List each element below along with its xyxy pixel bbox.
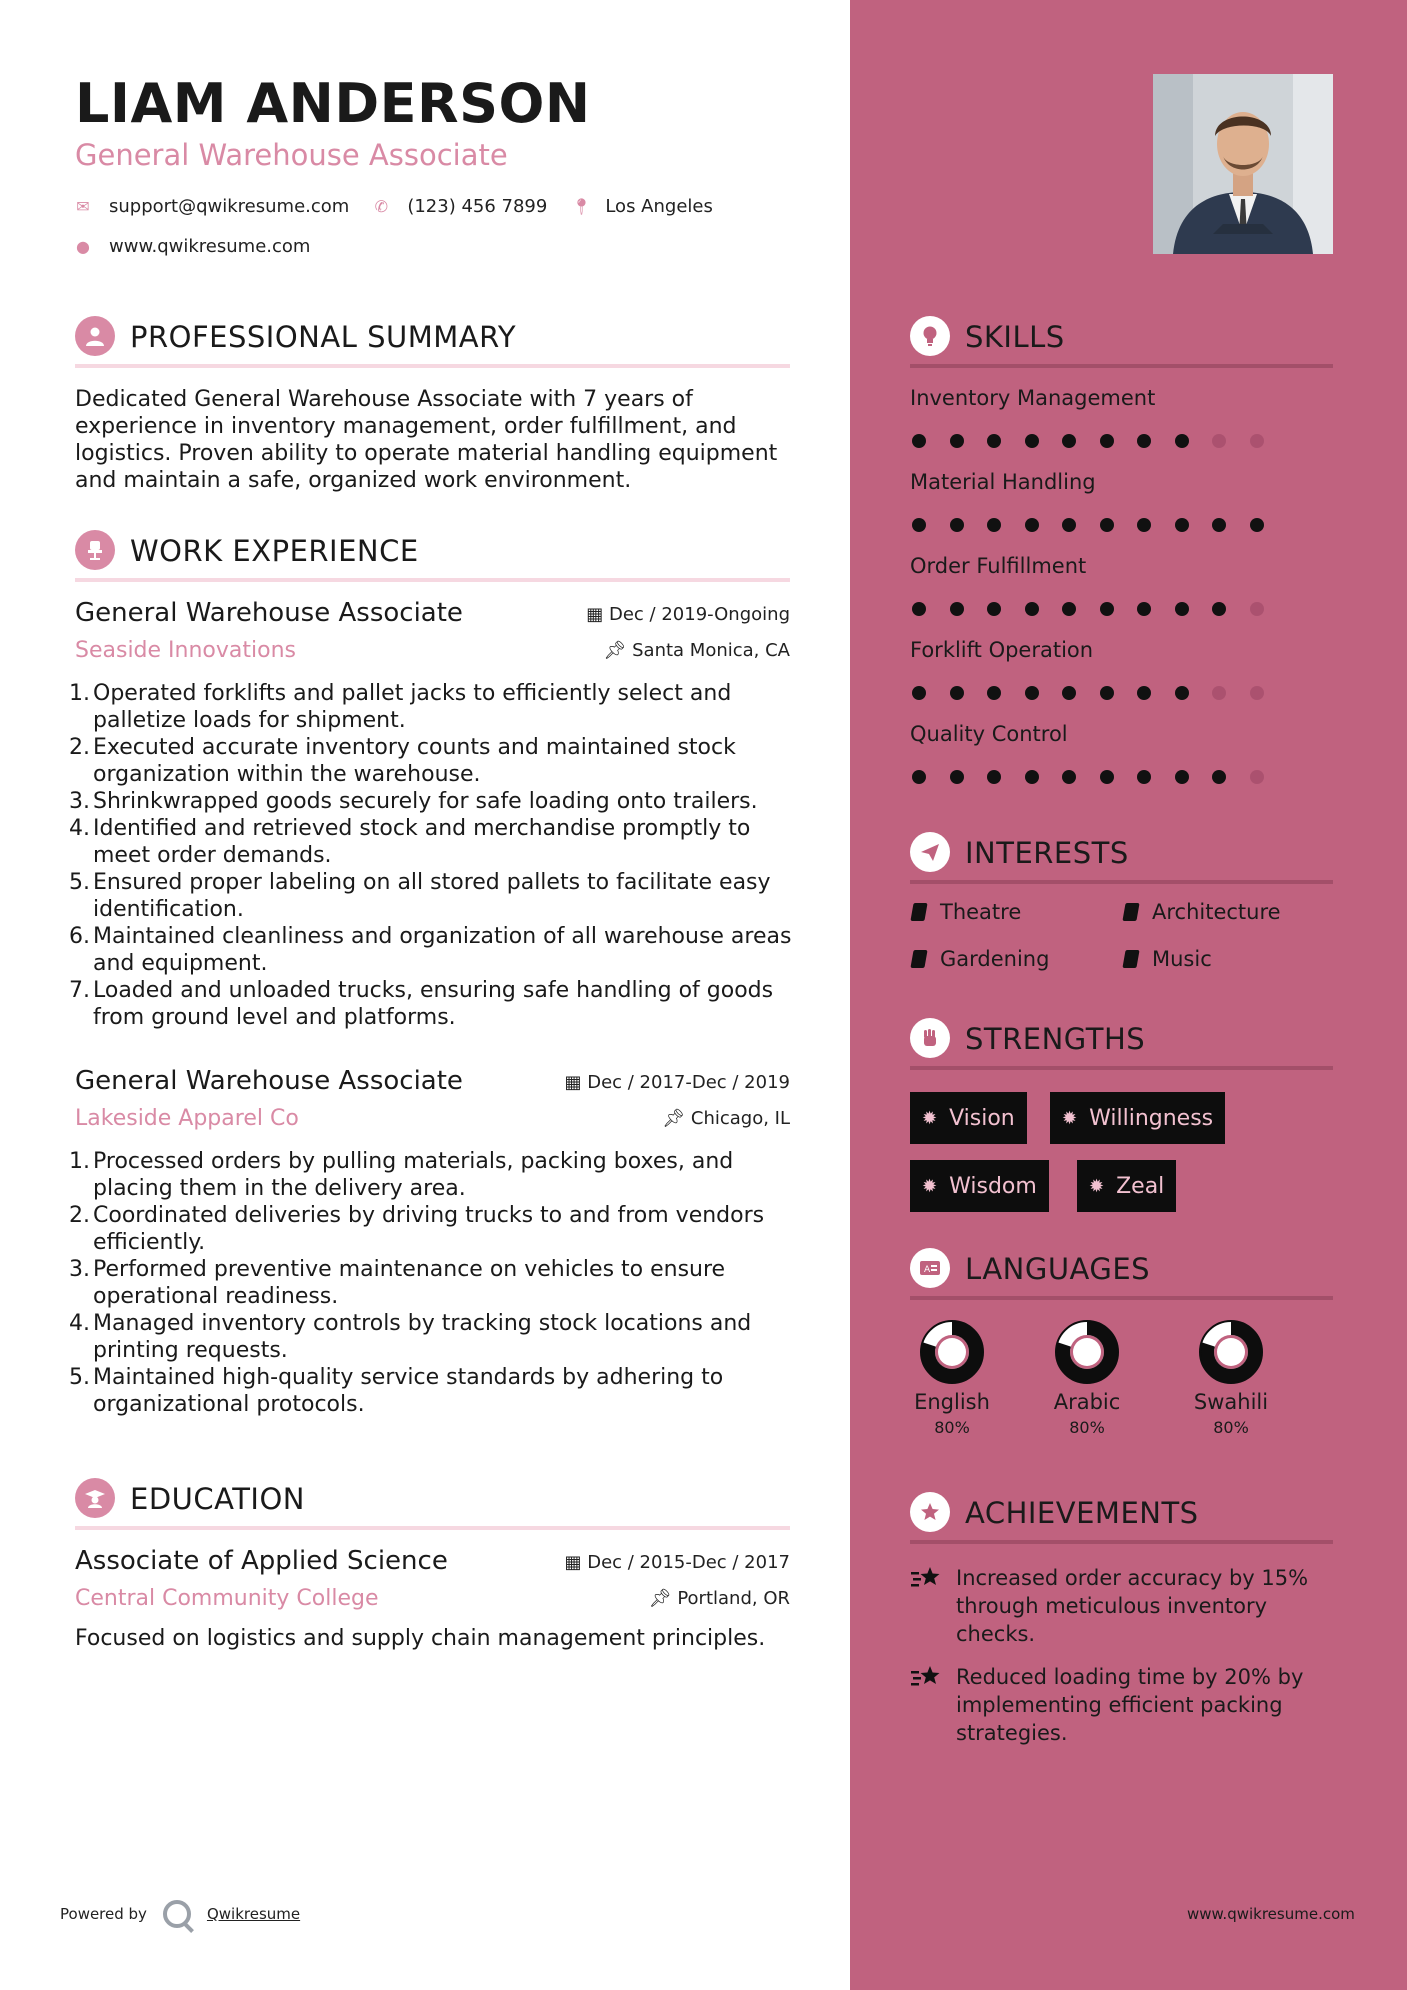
achievements-section-header [910,1486,1333,1542]
map-pin-icon: 📍︎ [571,197,592,216]
skills-title: SKILLS [965,320,1065,354]
rating-dot-empty [1212,686,1226,700]
experience-title: WORK EXPERIENCE [130,534,419,568]
rating-dot-filled [1175,770,1189,784]
qwikresume-logo-icon [163,1900,191,1928]
rating-dot-filled [1062,434,1076,448]
strength-tag [910,1092,1027,1144]
skill-item [910,722,1333,746]
section-divider [75,1526,790,1530]
powered-by-label: Powered by [60,1905,147,1923]
skill-rating [912,434,1287,448]
interest-label: Architecture [1152,900,1281,924]
language-percent: 80% [1069,1418,1105,1437]
rating-dot-filled [1100,602,1114,616]
rating-dot-filled [1175,434,1189,448]
interest-item [1124,900,1281,924]
list-item: 2. Coordinated deliveries by driving trucks to and from vendors efficiently. [69,1203,765,1255]
rating-dot-filled [1137,434,1151,448]
job-date-text: Dec / 2017-Dec / 2019 [587,1072,790,1093]
list-item: 7. Loaded and unloaded trucks, ensuring safe handling of goods from ground level and platforms. [69,978,774,1030]
fist-icon [910,1018,950,1058]
languages-title: LANGUAGES [965,1252,1151,1286]
rating-dot-empty [1250,770,1264,784]
skill-name: Forklift Operation [910,638,1094,662]
contact-row-2 [75,236,334,257]
rating-dot-filled [950,686,964,700]
burst-icon: ✹ [1062,1107,1078,1129]
language-percent: 80% [934,1418,970,1437]
skill-item [910,638,1333,662]
rating-dot-filled [987,686,1001,700]
job-location-text: Chicago, IL [690,1108,790,1129]
strengths-title: STRENGTHS [965,1022,1146,1056]
email-link[interactable]: support@qwikresume.com [109,196,350,217]
skill-item [910,554,1333,578]
skill-item [910,386,1333,410]
strength-label: Zeal [1116,1173,1165,1199]
lightbulb-icon [910,316,950,356]
book-icon [910,950,927,968]
job-date [586,604,790,625]
rating-dot-filled [912,518,926,532]
list-item: 4. Managed inventory controls by tracking stock locations and printing requests. [69,1311,752,1363]
rating-dot-filled [912,602,926,616]
interest-item [912,900,1021,924]
phone-icon: ✆ [374,197,389,216]
pushpin-icon: 📌︎ [603,640,633,661]
language-donut [1055,1320,1119,1384]
rating-dot-filled [1100,686,1114,700]
book-icon [1122,903,1139,921]
education-description: Focused on logistics and supply chain management principles. [75,1626,766,1651]
language-item [1186,1320,1276,1437]
calendar-icon: ▦ [564,1072,588,1093]
list-item: 2. Executed accurate inventory counts and maintained stock organization within the warehouse. [69,735,736,787]
interests-title: INTERESTS [965,836,1129,870]
rating-dot-filled [1062,686,1076,700]
globe-icon: ● [76,237,90,256]
chair-icon [75,530,115,570]
rating-dot-filled [1025,770,1039,784]
rating-dot-filled [1062,770,1076,784]
donut-hole [938,1338,966,1366]
pushpin-icon: 📌︎ [648,1588,678,1609]
education-location [649,1588,790,1609]
powered-by [60,1900,300,1928]
rating-dot-filled [950,434,964,448]
language-item [1042,1320,1132,1437]
rating-dot-filled [950,518,964,532]
education-date [564,1552,790,1573]
strengths-section-header [910,1012,1333,1068]
job-date [564,1072,790,1093]
rating-dot-filled [1025,602,1039,616]
language-percent: 80% [1213,1418,1249,1437]
education-title: EDUCATION [130,1482,306,1516]
skill-name: Material Handling [910,470,1096,494]
shooting-star-icon [910,1663,944,1698]
rating-dot-filled [1212,602,1226,616]
skill-name: Quality Control [910,722,1068,746]
rating-dot-filled [1250,518,1264,532]
skill-rating [912,518,1287,532]
skill-item [910,470,1333,494]
strength-label: Vision [949,1105,1015,1131]
skill-name: Order Fulfillment [910,554,1087,578]
user-icon [75,316,115,356]
job-location [662,1108,790,1129]
envelope-icon: ✉ [76,197,90,216]
language-donut [1199,1320,1263,1384]
profile-photo-illustration [1153,74,1333,254]
donut-hole [1217,1338,1245,1366]
language-name: Arabic [1053,1390,1121,1414]
school-name: Central Community College [75,1586,379,1611]
rating-dot-filled [1025,518,1039,532]
experience-section-header [75,524,790,580]
section-divider [75,578,790,582]
job-date-text: Dec / 2019-Ongoing [609,604,790,625]
job-bullets [69,1148,793,1418]
book-icon [910,903,927,921]
summary-section-header [75,310,790,366]
strength-tag [910,1160,1049,1212]
summary-title: PROFESSIONAL SUMMARY [130,320,517,354]
interest-label: Gardening [940,947,1050,971]
footer-site-link[interactable]: www.qwikresume.com [1187,1905,1355,1923]
education-date-text: Dec / 2015-Dec / 2017 [587,1552,790,1573]
rating-dot-empty [1250,602,1264,616]
skill-rating [912,602,1287,616]
candidate-name: LIAM ANDERSON [75,72,591,135]
rating-dot-filled [1137,602,1151,616]
rating-dot-filled [1025,686,1039,700]
list-item: 5. Ensured proper labeling on all stored pallets to facilitate easy identification. [69,870,771,922]
brand-link[interactable]: Qwikresume [206,1905,301,1923]
section-divider [910,364,1333,368]
svg-text:A: A [924,1265,931,1275]
graduate-icon [75,1478,115,1518]
rating-dot-filled [1100,518,1114,532]
rating-dot-filled [1212,518,1226,532]
rating-dot-filled [1175,686,1189,700]
candidate-title: General Warehouse Associate [75,138,508,172]
section-divider [75,364,790,368]
rating-dot-filled [1137,770,1151,784]
list-item: 6. Maintained cleanliness and organization of all warehouse areas and equipment. [69,924,792,976]
rating-dot-filled [950,602,964,616]
rating-dot-filled [1062,602,1076,616]
education-location-text: Portland, OR [677,1588,790,1609]
interests-section-header [910,826,1333,882]
degree-title: Associate of Applied Science [75,1546,448,1576]
rating-dot-filled [1175,518,1189,532]
list-item: 5. Maintained high-quality service standards by adhering to organizational protocols. [69,1365,724,1417]
star-badge-icon [910,1492,950,1532]
rating-dot-filled [912,434,926,448]
strength-tag [1050,1092,1225,1144]
burst-icon: ✹ [922,1175,938,1197]
phone-text: (123) 456 7899 [407,196,548,217]
rating-dot-filled [950,770,964,784]
rating-dot-filled [1025,434,1039,448]
job-title: General Warehouse Associate [75,598,463,628]
language-name: Swahili [1193,1390,1269,1414]
burst-icon: ✹ [922,1107,938,1129]
rating-dot-filled [1137,518,1151,532]
rating-dot-filled [912,686,926,700]
section-divider [910,880,1333,884]
interest-item [912,947,1049,971]
list-item: 1. Processed orders by pulling materials, packing boxes, and placing them in the delivery area. [69,1149,734,1201]
education-section-header [75,1472,790,1528]
rating-dot-empty [1250,434,1264,448]
skill-rating [912,686,1287,700]
section-divider [910,1540,1333,1544]
rating-dot-filled [987,434,1001,448]
list-item: 3. Performed preventive maintenance on vehicles to ensure operational readiness. [69,1257,726,1309]
interest-label: Theatre [940,900,1022,924]
strength-tag [1077,1160,1176,1212]
strength-label: Willingness [1089,1105,1214,1131]
rating-dot-filled [1212,770,1226,784]
language-name: English [914,1390,990,1414]
rating-dot-filled [1062,518,1076,532]
paper-plane-icon [910,832,950,872]
pushpin-icon: 📌︎ [662,1108,691,1129]
location-text: Los Angeles [605,196,713,217]
job-location-text: Santa Monica, CA [632,640,790,661]
job-bullets [69,680,793,1031]
calendar-icon: ▦ [586,604,609,625]
rating-dot-filled [987,770,1001,784]
job-title: General Warehouse Associate [75,1066,463,1096]
language-donut [920,1320,984,1384]
job-company: Lakeside Apparel Co [75,1106,299,1131]
strength-label: Wisdom [949,1173,1037,1199]
burst-icon: ✹ [1089,1175,1105,1197]
rating-dot-filled [1137,686,1151,700]
interest-item [1124,947,1212,971]
rating-dot-empty [1250,686,1264,700]
job-location [604,640,790,661]
list-item: 4. Identified and retrieved stock and merchandise promptly to meet order demands. [69,816,751,868]
website-link[interactable]: www.qwikresume.com [109,236,311,257]
skill-name: Inventory Management [910,386,1156,410]
rating-dot-filled [1100,770,1114,784]
rating-dot-filled [1175,602,1189,616]
summary-text: Dedicated General Warehouse Associate with 7 years of experience in inventory management, order fulfillment, and logistics. Proven ability to operate material handling equipment and maintain a safe, organized work environment. [75,387,778,493]
interest-label: Music [1152,947,1212,971]
donut-hole [1073,1338,1101,1366]
rating-dot-filled [987,518,1001,532]
rating-dot-filled [912,770,926,784]
skill-rating [912,770,1287,784]
rating-dot-filled [1100,434,1114,448]
section-divider [910,1066,1333,1070]
book-icon [1122,950,1139,968]
achievement-text: Reduced loading time by 20% by implementing efficient packing strategies. [956,1665,1304,1745]
language-card-icon [910,1248,950,1288]
list-item: 1. Operated forklifts and pallet jacks to efficiently select and palletize loads for shipment. [69,681,732,733]
rating-dot-empty [1212,434,1226,448]
shooting-star-icon [910,1564,944,1599]
job-company: Seaside Innovations [75,638,296,663]
contact-row-1 [75,196,737,217]
languages-section-header [910,1242,1333,1298]
skills-section-header [910,310,1333,366]
list-item: 3. Shrinkwrapped goods securely for safe loading onto trailers. [69,789,758,814]
language-item [907,1320,997,1437]
calendar-icon: ▦ [564,1552,588,1573]
achievements-title: ACHIEVEMENTS [965,1496,1199,1530]
profile-photo [1153,74,1333,254]
section-divider [910,1296,1333,1300]
rating-dot-filled [987,602,1001,616]
achievement-text: Increased order accuracy by 15% through meticulous inventory checks. [956,1566,1309,1646]
